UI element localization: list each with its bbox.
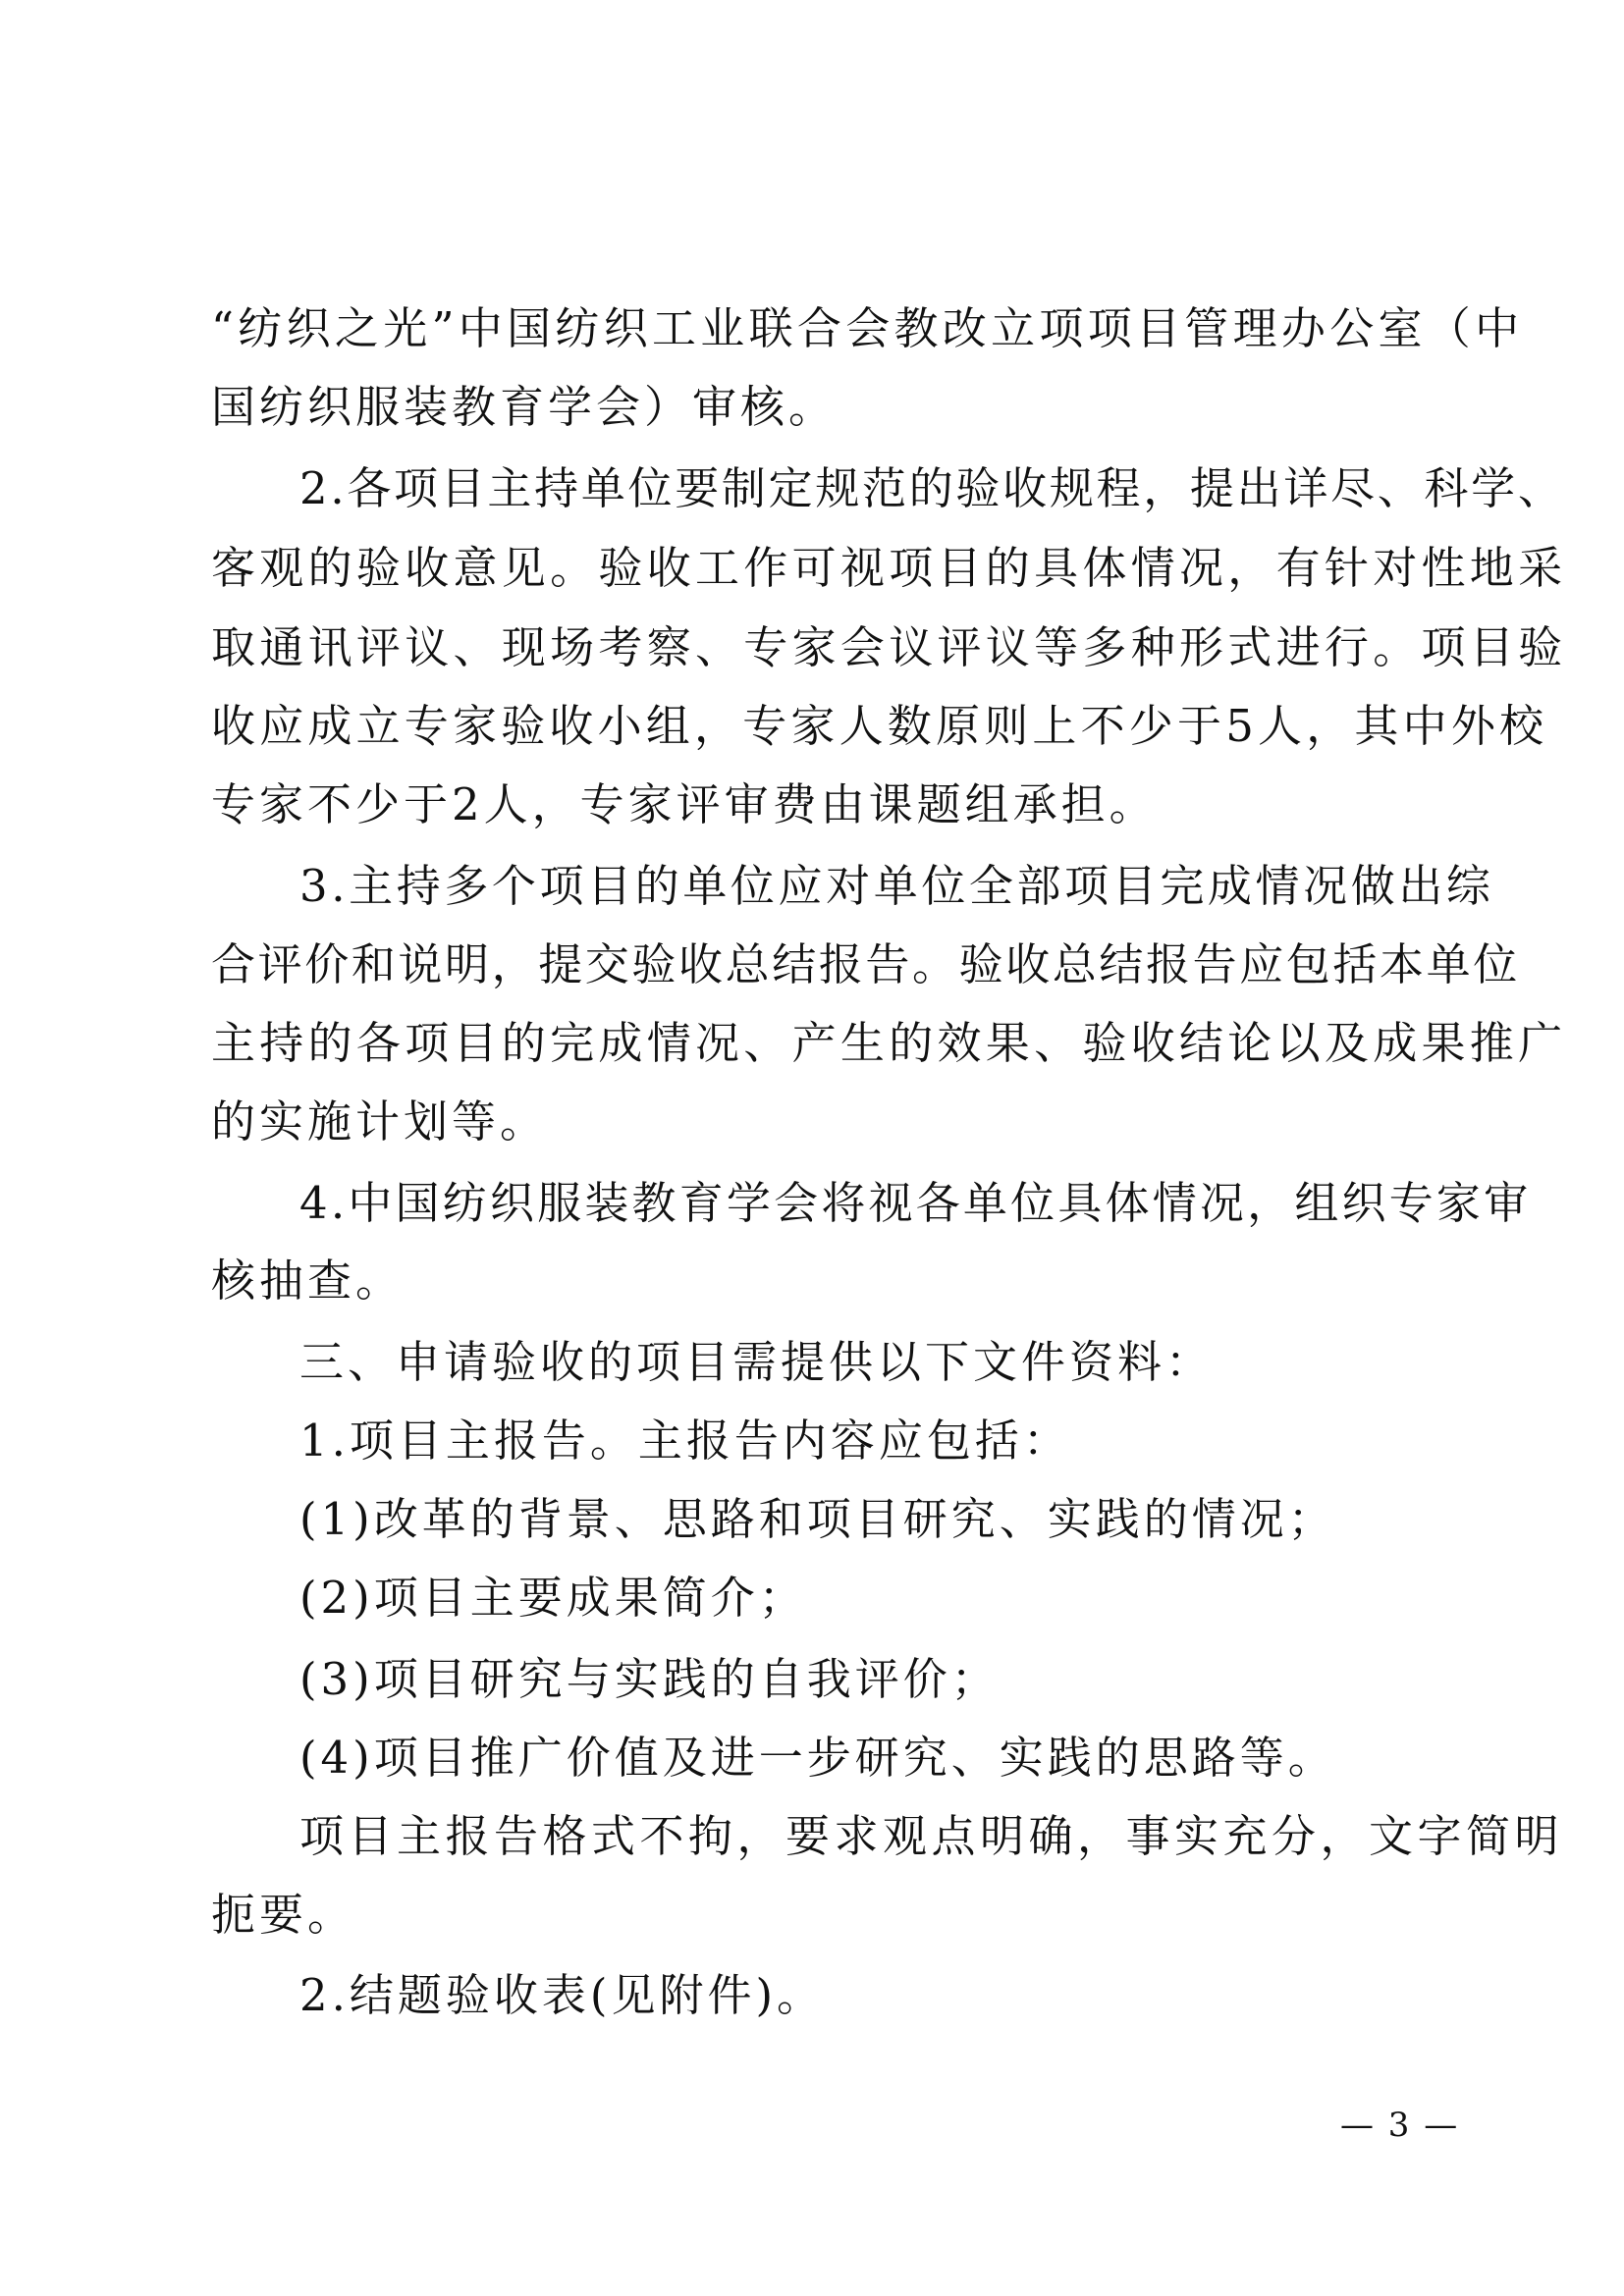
text-line: 1.项目主报告。主报告内容应包括： — [299, 1415, 1071, 1467]
text-line: 的实施计划等。 — [211, 1095, 549, 1148]
text-line: 3.主持多个项目的单位应对单位全部项目完成情况做出综 — [299, 860, 1494, 912]
text-line: 扼要。 — [211, 1889, 356, 1941]
list-item: (3)项目研究与实践的自我评价； — [299, 1653, 1000, 1705]
list-item: (2)项目主要成果简介； — [299, 1572, 807, 1624]
text-line: 项目主报告格式不拘，要求观点明确，事实充分，文字简明 — [299, 1810, 1564, 1862]
text-line: 专家不少于2人，专家评审费由课题组承担。 — [211, 778, 1158, 830]
text-line: 合评价和说明，提交验收总结报告。验收总结报告应包括本单位 — [211, 938, 1520, 990]
text-line: “纺织之光”中国纺织工业联合会教改立项项目管理办公室（中 — [211, 302, 1524, 354]
text-line: 2.各项目主持单位要制定规范的验收规程，提出详尽、科学、 — [299, 462, 1565, 514]
text-line: 取通讯评议、现场考察、专家会议评议等多种形式进行。项目验 — [211, 621, 1567, 673]
page-number: — 3 — — [1340, 2106, 1460, 2145]
text-line: 客观的验收意见。验收工作可视项目的具体情况，有针对性地采 — [211, 542, 1567, 594]
text-line: 主持的各项目的完成情况、产生的效果、验收结论以及成果推广 — [211, 1017, 1567, 1069]
text-line: 2.结题验收表(见附件)。 — [299, 1969, 826, 2021]
list-item: (1)改革的背景、思路和项目研究、实践的情况； — [299, 1493, 1336, 1545]
text-line: 国纺织服装教育学会）审核。 — [211, 381, 838, 433]
section-heading: 三、申请验收的项目需提供以下文件资料： — [299, 1336, 1215, 1388]
text-line: 收应成立专家验收小组，专家人数原则上不少于5人，其中外校 — [211, 700, 1548, 752]
list-item: (4)项目推广价值及进一步研究、实践的思路等。 — [299, 1732, 1336, 1784]
text-line: 4.中国纺织服装教育学会将视各单位具体情况，组织专家审 — [299, 1177, 1532, 1229]
text-line: 核抽查。 — [211, 1255, 405, 1307]
